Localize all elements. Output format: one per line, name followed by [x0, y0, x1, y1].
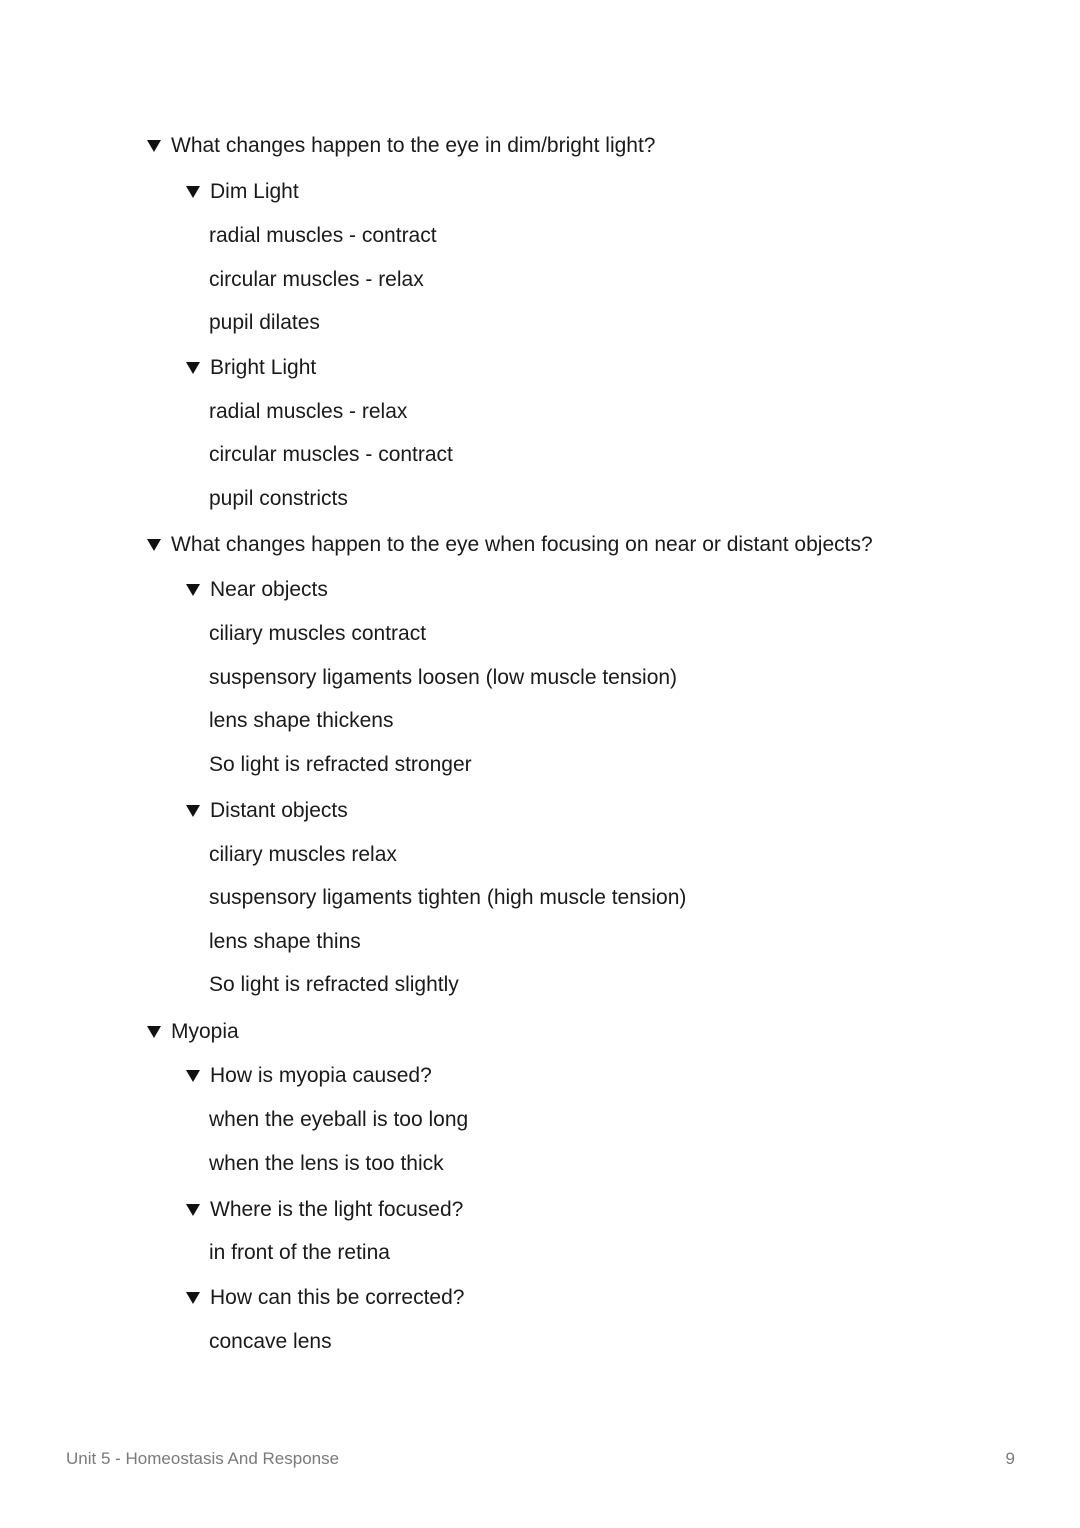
list-item: So light is refracted slightly: [209, 973, 459, 996]
list-item: when the lens is too thick: [209, 1152, 444, 1175]
triangle-down-icon[interactable]: [147, 1026, 161, 1038]
toggle-myopia-focus[interactable]: [186, 1197, 463, 1223]
toggle-label: How is myopia caused?: [210, 1064, 432, 1087]
toggle-near-distant-objects[interactable]: [147, 532, 873, 558]
footer-title: Unit 5 - Homeostasis And Response: [66, 1449, 340, 1468]
list-item: ciliary muscles contract: [209, 622, 427, 645]
toggle-myopia-cause[interactable]: [186, 1063, 432, 1089]
list-item: circular muscles - relax: [209, 268, 424, 291]
toggle-label: Near objects: [210, 578, 328, 601]
triangle-down-icon[interactable]: [186, 1070, 200, 1082]
toggle-distant-objects[interactable]: [186, 798, 348, 824]
page-number: 9: [1005, 1449, 1015, 1468]
toggle-dim-light[interactable]: [186, 179, 299, 205]
toggle-label: How can this be corrected?: [210, 1286, 465, 1309]
toggle-label: Where is the light focused?: [210, 1198, 464, 1221]
toggle-label: Distant objects: [210, 799, 348, 822]
toggle-label: Dim Light: [210, 180, 299, 203]
list-item: circular muscles - contract: [209, 443, 453, 466]
toggle-label: Myopia: [171, 1020, 239, 1043]
list-item: lens shape thins: [209, 930, 361, 953]
toggle-label: Bright Light: [210, 356, 317, 379]
list-item: concave lens: [209, 1330, 332, 1353]
list-item: pupil constricts: [209, 487, 348, 510]
toggle-near-objects[interactable]: [186, 577, 328, 603]
triangle-down-icon[interactable]: [147, 140, 161, 152]
list-item: ciliary muscles relax: [209, 843, 397, 866]
list-item: suspensory ligaments loosen (low muscle tension): [209, 666, 678, 689]
triangle-down-icon[interactable]: [186, 805, 200, 817]
triangle-down-icon[interactable]: [147, 539, 161, 551]
triangle-down-icon[interactable]: [186, 1204, 200, 1216]
list-item: suspensory ligaments tighten (high muscle tension): [209, 886, 687, 909]
triangle-down-icon[interactable]: [186, 584, 200, 596]
list-item: when the eyeball is too long: [209, 1108, 469, 1131]
list-item: radial muscles - relax: [209, 400, 408, 423]
list-item: lens shape thickens: [209, 709, 394, 732]
toggle-label: What changes happen to the eye when focusing on near or distant objects?: [171, 533, 873, 556]
toggle-bright-light[interactable]: [186, 355, 316, 381]
toggle-label: What changes happen to the eye in dim/bright light?: [171, 134, 656, 157]
toggle-dim-bright-light[interactable]: [147, 133, 655, 159]
list-item: in front of the retina: [209, 1241, 390, 1264]
triangle-down-icon[interactable]: [186, 362, 200, 374]
triangle-down-icon[interactable]: [186, 1292, 200, 1304]
triangle-down-icon[interactable]: [186, 186, 200, 198]
list-item: So light is refracted stronger: [209, 753, 472, 776]
toggle-myopia-correction[interactable]: [186, 1285, 464, 1311]
toggle-myopia[interactable]: [147, 1019, 239, 1045]
list-item: radial muscles - contract: [209, 224, 437, 247]
list-item: pupil dilates: [209, 311, 320, 334]
